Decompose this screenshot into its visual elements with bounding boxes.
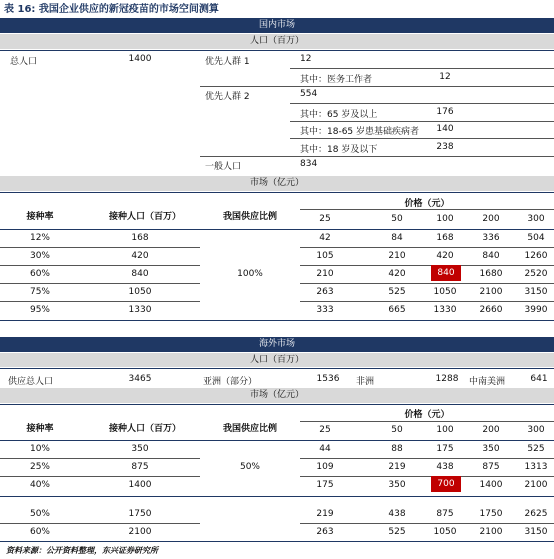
- supply-population-label: 供应总人口: [8, 377, 54, 387]
- table-cell: 840: [482, 251, 500, 261]
- price-col: 100: [436, 425, 454, 435]
- table-cell: 175: [436, 444, 454, 454]
- divider: [300, 265, 554, 266]
- col-vaccination-rate: 接种率: [26, 212, 54, 222]
- price-col: 300: [527, 214, 545, 224]
- table-cell: 1050: [433, 527, 457, 537]
- overseas-market-header: 海外市场: [0, 337, 554, 352]
- table-cell: 109: [316, 462, 334, 472]
- highlighted-cell: 840: [431, 265, 461, 281]
- divider: [0, 229, 554, 230]
- divider: [0, 440, 554, 441]
- table-cell: 336: [482, 233, 500, 243]
- table-cell: 219: [316, 509, 334, 519]
- col-vaccinated-population: 接种人口（百万）: [108, 424, 181, 434]
- divider: [0, 496, 554, 497]
- asia-value: 1536: [316, 374, 340, 384]
- divider: [0, 50, 554, 51]
- divider: [290, 68, 554, 69]
- table-row-people: 168: [131, 233, 149, 243]
- divider: [0, 476, 200, 477]
- table-cell: 333: [316, 305, 334, 315]
- divider: [200, 156, 554, 157]
- col-vaccinated-population: 接种人口（百万）: [108, 212, 181, 222]
- table-cell: 88: [391, 444, 403, 454]
- divider: [0, 320, 554, 321]
- table-row-people: 2100: [128, 527, 152, 537]
- divider: [300, 458, 554, 459]
- divider: [300, 301, 554, 302]
- overseas-population-header: 人口（百万）: [0, 353, 554, 367]
- table-row-people: 875: [131, 462, 149, 472]
- africa-value: 1288: [435, 374, 459, 384]
- table-row-people: 840: [131, 269, 149, 279]
- table-cell: 420: [436, 251, 454, 261]
- table-cell: 665: [388, 305, 406, 315]
- supply-share-value: 50%: [239, 462, 260, 472]
- price-header: 价格（元）: [404, 410, 450, 420]
- domestic-market-value-header: 市场（亿元）: [0, 176, 554, 191]
- table-row-people: 350: [131, 444, 149, 454]
- divider: [0, 265, 200, 266]
- table-cell: 525: [388, 527, 406, 537]
- age-under-18-label: 其中：18 岁及以下: [300, 145, 378, 155]
- table-row-rate: 25%: [29, 462, 50, 472]
- table-cell: 3150: [524, 287, 548, 297]
- total-population-value: 1400: [128, 54, 152, 64]
- table-row-rate: 50%: [29, 509, 50, 519]
- price-col: 300: [527, 425, 545, 435]
- divider: [290, 121, 554, 122]
- general-population-label: 一般人口: [205, 162, 242, 172]
- supply-population-value: 3465: [128, 374, 152, 384]
- priority-group-2-label: 优先人群 2: [205, 92, 250, 102]
- table-cell: 875: [482, 462, 500, 472]
- divider: [300, 209, 554, 210]
- price-col: 25: [319, 214, 331, 224]
- table-cell: 1680: [479, 269, 503, 279]
- price-col: 200: [482, 425, 500, 435]
- table-cell: 263: [316, 287, 334, 297]
- table-cell: 44: [319, 444, 331, 454]
- col-vaccination-rate: 接种率: [26, 424, 54, 434]
- overseas-market-value-header: 市场（亿元）: [0, 388, 554, 403]
- price-header: 价格（元）: [404, 199, 450, 209]
- table-cell: 210: [388, 251, 406, 261]
- divider: [200, 86, 554, 87]
- table-cell: 1260: [524, 251, 548, 261]
- total-population-label: 总人口: [10, 57, 38, 67]
- table-cell: 210: [316, 269, 334, 279]
- table-cell: 1750: [479, 509, 503, 519]
- latam-value: 641: [530, 374, 548, 384]
- table-cell: 504: [527, 233, 545, 243]
- table-cell: 84: [391, 233, 403, 243]
- price-col: 50: [391, 214, 403, 224]
- source-note: 资料来源：公开资料整理，东兴证券研究所: [6, 546, 158, 555]
- table-row-rate: 60%: [29, 269, 50, 279]
- table-cell: 350: [388, 480, 406, 490]
- medical-workers-label: 其中：医务工作者: [300, 75, 373, 85]
- divider: [0, 523, 200, 524]
- age-65-plus-label: 其中：65 岁及以上: [300, 110, 378, 120]
- table-row-people: 1330: [128, 305, 152, 315]
- table-row-people: 420: [131, 251, 149, 261]
- highlighted-cell: 700: [431, 476, 461, 492]
- table-cell: 175: [316, 480, 334, 490]
- table-title: 表 16: 我国企业供应的新冠疫苗的市场空间测算: [4, 4, 219, 15]
- table-cell: 263: [316, 527, 334, 537]
- divider: [300, 476, 554, 477]
- domestic-population-header: 人口（百万）: [0, 34, 554, 49]
- table-row-rate: 30%: [29, 251, 50, 261]
- priority-group-2-value: 554: [300, 89, 318, 99]
- table-cell: 2100: [479, 527, 503, 537]
- priority-group-1-value: 12: [300, 54, 312, 64]
- divider: [0, 404, 554, 405]
- table-cell: 438: [388, 509, 406, 519]
- priority-group-1-label: 优先人群 1: [205, 57, 250, 67]
- general-population-value: 834: [300, 159, 318, 169]
- table-row-people: 1400: [128, 480, 152, 490]
- table-cell: 105: [316, 251, 334, 261]
- table-cell: 2660: [479, 305, 503, 315]
- divider: [0, 301, 200, 302]
- price-col: 25: [319, 425, 331, 435]
- divider: [300, 247, 554, 248]
- table-row-rate: 95%: [29, 305, 50, 315]
- table-cell: 2520: [524, 269, 548, 279]
- table-cell: 350: [482, 444, 500, 454]
- divider: [300, 523, 554, 524]
- table-cell: 875: [436, 509, 454, 519]
- table-cell: 2625: [524, 509, 548, 519]
- table-cell: 168: [436, 233, 454, 243]
- divider: [0, 283, 200, 284]
- medical-workers-value: 12: [439, 72, 451, 82]
- price-col: 50: [391, 425, 403, 435]
- divider: [290, 103, 554, 104]
- divider: [0, 368, 554, 369]
- age-under-18-value: 238: [436, 142, 454, 152]
- table-cell: 42: [319, 233, 331, 243]
- table-cell: 1313: [524, 462, 548, 472]
- price-col: 200: [482, 214, 500, 224]
- table-row-rate: 40%: [29, 480, 50, 490]
- divider: [0, 192, 554, 193]
- latam-label: 中南美洲: [469, 377, 506, 387]
- asia-label: 亚洲（部分）: [203, 377, 258, 387]
- table-row-rate: 12%: [29, 233, 50, 243]
- divider: [290, 138, 554, 139]
- table-cell: 525: [527, 444, 545, 454]
- age-18-65-chronic-label: 其中：18-65 岁患基础疾病者: [300, 127, 420, 137]
- table-row-people: 1750: [128, 509, 152, 519]
- table-row-rate: 75%: [29, 287, 50, 297]
- table-row-rate: 60%: [29, 527, 50, 537]
- table-row-rate: 10%: [29, 444, 50, 454]
- table-cell: 1400: [479, 480, 503, 490]
- col-supply-share: 我国供应比例: [222, 424, 277, 434]
- divider: [0, 541, 554, 542]
- domestic-market-header: 国内市场: [0, 18, 554, 33]
- divider: [300, 283, 554, 284]
- table-row-people: 1050: [128, 287, 152, 297]
- table-cell: 438: [436, 462, 454, 472]
- divider: [300, 421, 554, 422]
- table-cell: 420: [388, 269, 406, 279]
- table-cell: 2100: [524, 480, 548, 490]
- age-18-65-chronic-value: 140: [436, 124, 454, 134]
- table-cell: 1330: [433, 305, 457, 315]
- table-cell: 2100: [479, 287, 503, 297]
- col-supply-share: 我国供应比例: [222, 212, 277, 222]
- table-cell: 3150: [524, 527, 548, 537]
- table-cell: 219: [388, 462, 406, 472]
- table-cell: 525: [388, 287, 406, 297]
- divider: [0, 247, 200, 248]
- africa-label: 非洲: [356, 377, 375, 387]
- age-65-plus-value: 176: [436, 107, 454, 117]
- price-col: 100: [436, 214, 454, 224]
- supply-share-value: 100%: [237, 269, 263, 279]
- table-cell: 1050: [433, 287, 457, 297]
- table-cell: 3990: [524, 305, 548, 315]
- divider: [0, 458, 200, 459]
